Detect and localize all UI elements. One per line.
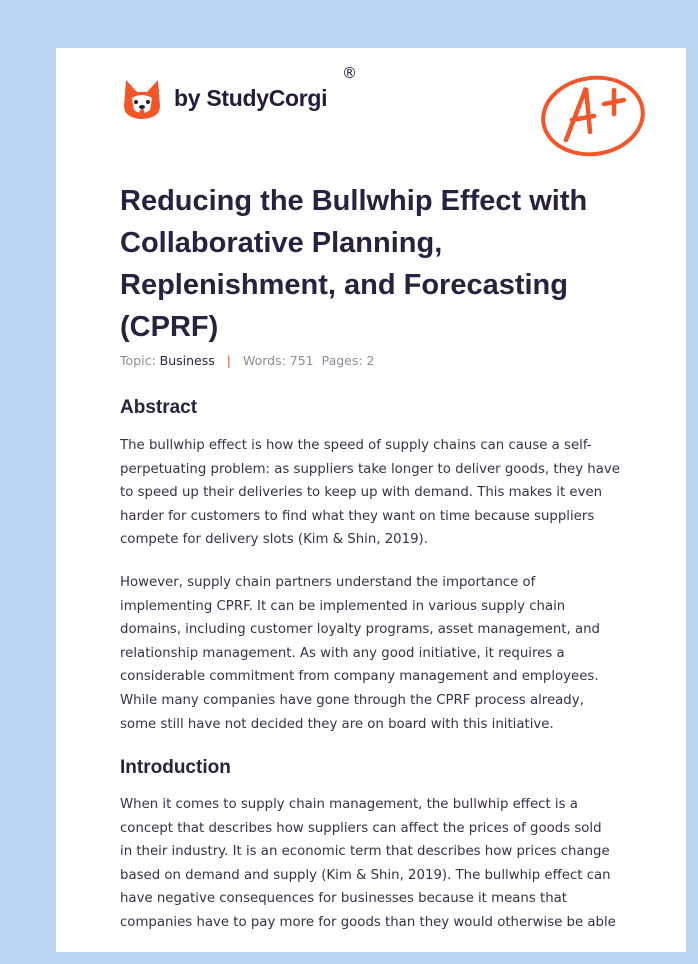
text-line: perpetuating problem: as suppliers take longer to deliver goods, they have — [120, 461, 620, 477]
word-count: Words: 751 — [242, 353, 314, 368]
text-line: companies have to pay more for goods than they would otherwise be able — [120, 914, 616, 930]
introduction-paragraph-1 — [120, 793, 616, 935]
text-line: in their industry. It is an economic term that describes how prices change — [120, 844, 610, 860]
text-line: considerable commitment from company management and employees. — [120, 669, 599, 685]
registered-mark: ® — [342, 64, 357, 82]
text-line: harder for customers to find what they want on time because suppliers — [120, 508, 595, 524]
topic-label: Topic: — [120, 353, 156, 368]
text-line: have negative consequences for businesses because it means that — [120, 891, 567, 907]
text-line: However, supply chain partners understand the importance of — [120, 575, 536, 590]
text-line: relationship management. As with any good initiative, it requires a — [120, 645, 565, 661]
text-line: based on demand and supply (Kim & Shin, 2019). The bullwhip effect can — [120, 867, 611, 883]
abstract-paragraph-1 — [120, 434, 620, 552]
studycorgi-logo[interactable] — [122, 76, 327, 120]
essay-card — [56, 48, 686, 952]
page-title: Reducing the Bullwhip Effect with Collaborative Planning, Replenishment, and Forecasting (CPRF) — [120, 185, 588, 343]
text-line: domains, including customer loyalty programs, asset management, and — [120, 622, 600, 638]
a-plus-grade-icon — [538, 70, 648, 158]
essay-meta — [120, 353, 375, 368]
text-line: concept that describes how suppliers can affect the prices of goods sold — [120, 820, 602, 836]
topic-link[interactable]: Business — [159, 353, 215, 368]
text-line: to speed up their deliveries to keep up with demand. This makes it even — [120, 485, 603, 501]
meta-separator: | — [226, 353, 231, 368]
text-line: compete for delivery slots (Kim & Shin, 2019). — [120, 532, 428, 548]
abstract-paragraph-2 — [120, 571, 600, 736]
corgi-icon — [122, 76, 162, 120]
text-line: The bullwhip effect is how the speed of supply chains can cause a self- — [120, 438, 592, 453]
brand-name: by StudyCorgi — [174, 84, 328, 111]
page-count: Pages: 2 — [321, 353, 375, 368]
abstract-heading: Abstract — [120, 397, 198, 418]
text-line: some still have not decided they are on board with this initiative. — [120, 716, 554, 732]
introduction-heading: Introduction — [120, 757, 231, 778]
text-line: implementing CPRF. It can be implemented in various supply chain — [120, 598, 566, 614]
text-line: While many companies have gone through the CPRF process already, — [120, 692, 584, 708]
text-line: When it comes to supply chain management, the bullwhip effect is a — [120, 797, 578, 812]
